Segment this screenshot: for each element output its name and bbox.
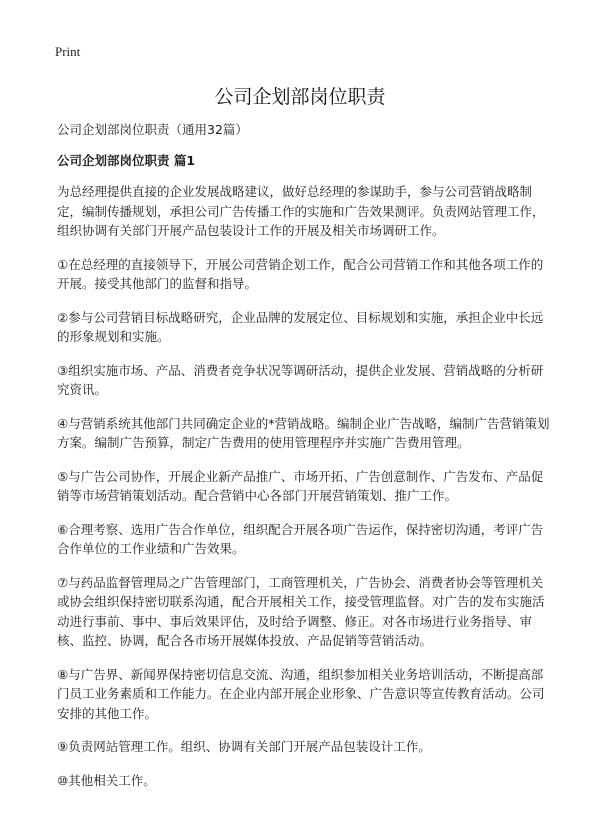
paragraph-item-8: ⑧与广告界、新闻界保持密切信息交流、沟通，组织参加相关业务培训活动，不断提高部门员工业务素质和工作能力。在企业内部开展企业形象、广告意识等宣传教育活动。公司安排的其他工作。 — [57, 666, 545, 721]
paragraph-item-1: ①在总经理的直接领导下，开展公司营销企划工作，配合公司营销工作和其他各项工作的开展。接受其他部门的监督和指导。 — [57, 256, 544, 291]
document-subtitle: 公司企划部岗位职责（通用32篇） — [57, 122, 248, 137]
paragraph-item-6: ⑥合理考察、选用广告合作单位，组织配合开展各项广告运作，保持密切沟通，考评广告合作单位的工作业绩和广告效果。 — [57, 521, 544, 556]
paragraph-item-2: ②参与公司营销目标战略研究，企业品牌的发展定位、目标规划和实施，承担企业中长远的形象规划和实施。 — [57, 309, 544, 344]
page-title: 公司企划部岗位职责 — [214, 86, 386, 108]
section-heading: 公司企划部岗位职责 篇1 — [57, 153, 196, 168]
paragraph-item-9: ⑨负责网站管理工作。组织、协调有关部门开展产品包装设计工作。 — [57, 739, 431, 754]
paragraph-item-5: ⑤与广告公司协作，开展企业新产品推广、市场开拓、广告创意制作、广告发布、产品促销等市场营销策划活动。配合营销中心各部门开展营销策划、推广工作。 — [57, 468, 544, 503]
document-body — [57, 182, 552, 804]
print-label: Print — [55, 44, 81, 59]
paragraph-item-3: ③组织实施市场、产品、消费者竞争状况等调研活动，提供企业发展、营销战略的分析研究资讯。 — [57, 362, 544, 397]
paragraph-item-7: ⑦与药品监督管理局之广告管理部门，工商管理机关，广告协会、消费者协会等管理机关或协会组织保持密切联系沟通，配合开展相关工作，接受管理监督。对广告的发布实施活动进行事前、事中、事后效果评估，及时给予调整、修正。对各市场进行业务指导、审核、监控、协调，配合各市场开展媒体投放、产品促销等营销活动。 — [57, 574, 545, 648]
paragraph-intro: 为总经理提供直接的企业发展战略建议，做好总经理的参谋助手，参与公司营销战略制定，编制传播规划，承担公司广告传播工作的实施和广告效果测评。负责网站管理工作，组织协调有关部门开展产品包装设计工作的开展及相关市场调研工作。 — [57, 184, 545, 238]
paragraph-item-4: ④与营销系统其他部门共同确定企业的*营销战略。编制企业广告战略，编制广告营销策划方案。编制广告预算，制定广告费用的使用管理程序并实施广告费用管理。 — [57, 415, 550, 450]
paragraph-item-10: ⑩其他相关工作。 — [57, 772, 156, 788]
